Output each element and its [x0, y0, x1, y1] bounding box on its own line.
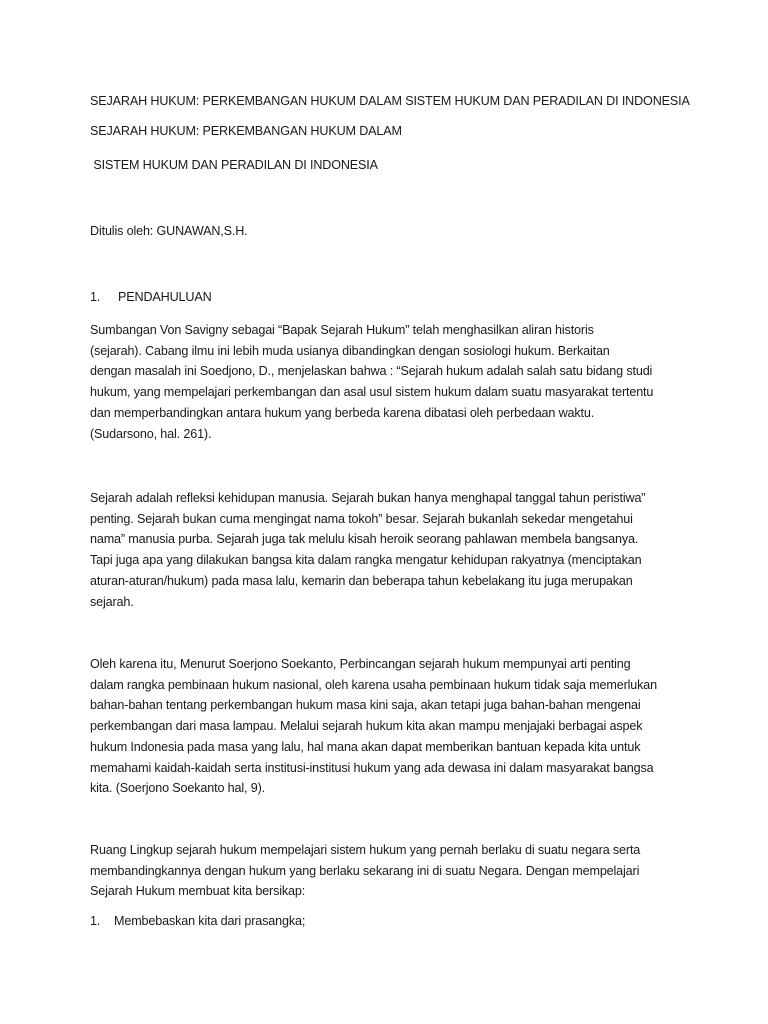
paragraph-line: penting. Sejarah bukan cuma mengingat nama tokoh” besar. Sejarah bukanlah sekedar mengetahui: [90, 511, 633, 526]
document-title: SEJARAH HUKUM: PERKEMBANGAN HUKUM DALAM SISTEM HUKUM DAN PERADILAN DI INDONESIA: [90, 94, 690, 108]
author-line: Ditulis oleh: GUNAWAN,S.H.: [90, 224, 248, 238]
list-item-text: Membebaskan kita dari prasangka;: [114, 914, 306, 928]
paragraph-line: memahami kaidah-kaidah serta institusi-institusi hukum yang ada dewasa ini dalam masyarakat bangsa: [90, 760, 654, 775]
paragraph-line: kita. (Soerjono Soekanto hal, 9).: [90, 781, 265, 796]
title-line-2: SISTEM HUKUM DAN PERADILAN DI INDONESIA: [90, 158, 378, 172]
paragraph-line: Oleh karena itu, Menurut Soerjono Soekanto, Perbincangan sejarah hukum mempunyai arti penting: [90, 657, 631, 671]
paragraph-2: [90, 488, 690, 612]
paragraph-1: [90, 320, 690, 444]
paragraph-line: membandingkannya dengan hukum yang berlaku sekarang ini di suatu Negara. Dengan mempelajari: [90, 863, 640, 878]
section-title: PENDAHULUAN: [118, 290, 212, 304]
list-item-number: 1.: [90, 914, 101, 928]
paragraph-line: dengan masalah ini Soedjono, D., menjelaskan bahwa : “Sejarah hukum adalah salah satu bidang studi: [90, 364, 653, 379]
paragraph-line: nama” manusia purba. Sejarah juga tak melulu kisah heroik seorang pahlawan membela bangsanya.: [90, 532, 639, 547]
paragraph-line: Sejarah adalah refleksi kehidupan manusia. Sejarah bukan hanya menghapal tanggal tahun peristiwa”: [90, 491, 646, 505]
paragraph-line: (Sudarsono, hal. 261).: [90, 426, 212, 441]
list-item: [90, 914, 305, 928]
paragraph-line: bahan-bahan tentang perkembangan hukum masa kini saja, akan tetapi juga bahan-bahan mengenai: [90, 698, 641, 713]
paragraph-line: Sumbangan Von Savigny sebagai “Bapak Sejarah Hukum” telah menghasilkan aliran historis: [90, 323, 594, 337]
paragraph-line: (sejarah). Cabang ilmu ini lebih muda usianya dibandingkan dengan sosiologi hukum. Berkaitan: [90, 343, 610, 358]
paragraph-line: Tapi juga apa yang dilakukan bangsa kita dalam rangka mengatur kehidupan rakyatnya (menciptakan: [90, 553, 642, 568]
paragraph-line: Sejarah Hukum membuat kita bersikap:: [90, 884, 306, 899]
title-line-1: SEJARAH HUKUM: PERKEMBANGAN HUKUM DALAM: [90, 124, 402, 138]
paragraph-line: dan memperbandingkan antara hukum yang berbeda karena dibatasi oleh perbedaan waktu.: [90, 405, 595, 420]
paragraph-line: dalam rangka pembinaan hukum nasional, oleh karena usaha pembinaan hukum tidak saja memerlukan: [90, 677, 657, 692]
paragraph-line: hukum Indonesia pada masa yang lalu, hal mana akan dapat memberikan bantuan kepada kita untuk: [90, 739, 641, 754]
paragraph-3: [90, 654, 690, 799]
section-heading: [90, 290, 212, 304]
document-page: [90, 0, 690, 1024]
paragraph-line: aturan-aturan/hukum) pada masa lalu, kemarin dan beberapa tahun kebelakang itu juga merupakan: [90, 573, 633, 588]
paragraph-line: Ruang Lingkup sejarah hukum mempelajari sistem hukum yang pernah berlaku di suatu negara serta: [90, 843, 641, 857]
section-number: 1.: [90, 290, 101, 304]
paragraph-line: perkembangan dari masa lampau. Melalui sejarah hukum kita akan mampu menjajaki berbagai aspek: [90, 719, 643, 734]
paragraph-line: hukum, yang mempelajari perkembangan dan asal usul sistem hukum dalam suatu masyarakat tertentu: [90, 385, 654, 400]
paragraph-line: sejarah.: [90, 594, 134, 609]
paragraph-4: [90, 840, 690, 902]
